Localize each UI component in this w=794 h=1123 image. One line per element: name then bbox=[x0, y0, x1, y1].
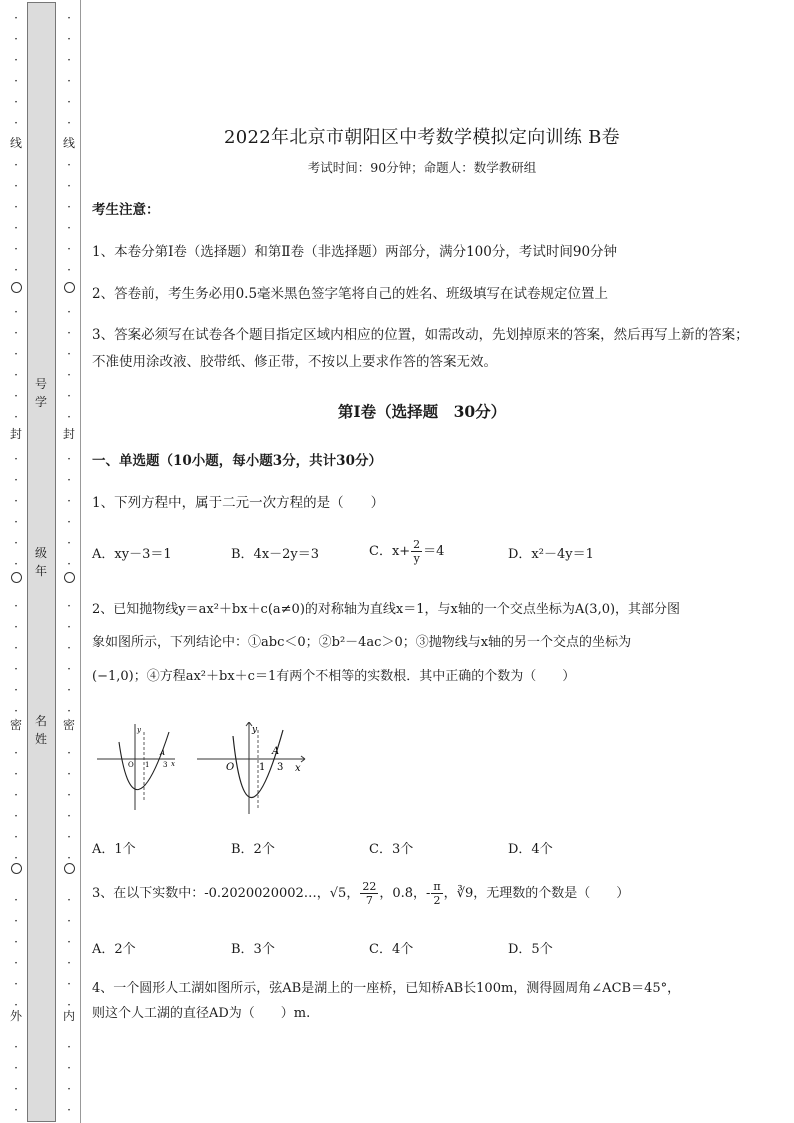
margin-dot: · bbox=[14, 305, 18, 319]
margin-dot: · bbox=[67, 998, 71, 1012]
margin-dot: · bbox=[67, 221, 71, 235]
margin-dot: · bbox=[14, 158, 18, 172]
margin-dot: · bbox=[67, 158, 71, 172]
margin-dot: · bbox=[67, 11, 71, 25]
margin-dot: · bbox=[67, 557, 71, 571]
graph-large-one: 1 bbox=[259, 762, 266, 773]
q2-option-c[interactable]: C．3个 bbox=[369, 842, 414, 857]
notice-item-3: 3、答案必须写在试卷各个题目指定区域内相应的位置，如需改动，先划掉原来的答案，然后再写上新的答案；不准使用涂改液、胶带纸、修正带，不按以上要求作答的答案无效。 bbox=[92, 327, 749, 370]
margin-dot: · bbox=[14, 599, 18, 613]
margin-dot: · bbox=[14, 95, 18, 109]
margin-dot: · bbox=[14, 956, 18, 970]
margin-dot: · bbox=[67, 179, 71, 193]
q2-option-a[interactable]: A．1个 bbox=[92, 842, 136, 857]
question-4-line-2: 则这个人工湖的直径AD为（ ）m. bbox=[92, 1006, 311, 1021]
question-2-line-2: 象如图所示，下列结论中：①abc＜0；②b²－4ac＞0；③抛物线与x轴的另一个交点的坐标为 bbox=[92, 635, 632, 650]
graph-large-point-a: A bbox=[272, 746, 280, 757]
margin-char-seal: 封 bbox=[62, 427, 75, 441]
margin-dot: · bbox=[14, 746, 18, 760]
q1-option-c-suffix: ＝4 bbox=[423, 544, 445, 559]
graph-large-y-label: y bbox=[252, 725, 258, 735]
q3-option-d[interactable]: D．5个 bbox=[508, 942, 553, 957]
margin-dot: · bbox=[67, 830, 71, 844]
margin-dot: · bbox=[67, 662, 71, 676]
margin-dot: · bbox=[67, 515, 71, 529]
q2-option-b[interactable]: B．2个 bbox=[231, 842, 275, 857]
margin-char-secret: 密 bbox=[9, 718, 22, 732]
part-heading: 一、单选题（10小题，每小题3分，共计30分） bbox=[92, 453, 382, 469]
margin-circle bbox=[64, 863, 75, 874]
margin-dot: · bbox=[67, 305, 71, 319]
margin-dot: · bbox=[14, 53, 18, 67]
margin-dot: · bbox=[67, 347, 71, 361]
margin-dot: · bbox=[67, 32, 71, 46]
q1-fraction: $\frac{2}{y}$ bbox=[413, 538, 421, 565]
label-student-number: 号学 bbox=[34, 377, 47, 409]
question-1-stem: 1、下列方程中，属于二元一次方程的是（ ） bbox=[92, 495, 385, 511]
margin-dot: · bbox=[14, 998, 18, 1012]
q3-fraction-pi-2: $\frac{\pi}{2}$ bbox=[433, 880, 441, 907]
q3-option-b[interactable]: B．3个 bbox=[231, 942, 275, 957]
margin-dot: · bbox=[67, 977, 71, 991]
margin-dot: · bbox=[67, 389, 71, 403]
margin-dot: · bbox=[67, 746, 71, 760]
section-title: 第I卷（选择题 30分） bbox=[337, 402, 507, 421]
margin-dot: · bbox=[67, 368, 71, 382]
margin-dot: · bbox=[14, 935, 18, 949]
q1-option-c[interactable] bbox=[369, 538, 444, 565]
graph-small-y-label: y bbox=[137, 726, 141, 734]
margin-dot: · bbox=[14, 830, 18, 844]
margin-dot: · bbox=[14, 557, 18, 571]
label-name: 名姓 bbox=[34, 714, 47, 746]
margin-dot: · bbox=[67, 536, 71, 550]
margin-dot: · bbox=[67, 1082, 71, 1096]
margin-dot: · bbox=[14, 767, 18, 781]
margin-dot: · bbox=[67, 1061, 71, 1075]
margin-dot: · bbox=[14, 977, 18, 991]
margin-dot: · bbox=[67, 116, 71, 130]
label-grade: 级年 bbox=[34, 546, 47, 578]
margin-dot: · bbox=[67, 1040, 71, 1054]
margin-dot: · bbox=[67, 599, 71, 613]
margin-dot: · bbox=[67, 95, 71, 109]
margin-dot: · bbox=[14, 788, 18, 802]
margin-dot: · bbox=[67, 200, 71, 214]
graph-small-one: 1 bbox=[145, 761, 150, 769]
exam-info: 考试时间：90分钟；命题人：数学教研组 bbox=[307, 160, 537, 175]
margin-circle bbox=[64, 572, 75, 583]
margin-dot: · bbox=[14, 200, 18, 214]
margin-dot: · bbox=[67, 410, 71, 424]
margin-dot: · bbox=[67, 1103, 71, 1117]
margin-dot: · bbox=[14, 473, 18, 487]
margin-dot: · bbox=[14, 347, 18, 361]
margin-dot: · bbox=[14, 1061, 18, 1075]
margin-dot: · bbox=[14, 515, 18, 529]
notice-heading: 考生注意： bbox=[92, 202, 160, 218]
question-1-options bbox=[92, 538, 752, 572]
graph-small-x-label: x bbox=[171, 760, 175, 768]
q3-fraction-22-7: $\frac{22}{7}$ bbox=[362, 880, 377, 907]
margin-dot: · bbox=[67, 620, 71, 634]
graph-large-origin: O bbox=[226, 762, 235, 773]
q1-option-c-prefix: C．x+ bbox=[369, 544, 411, 559]
margin-char-outer: 外 bbox=[9, 1009, 22, 1023]
q1-option-d[interactable]: D．x²－4y＝1 bbox=[508, 547, 594, 562]
margin-dot: · bbox=[14, 74, 18, 88]
notice-item-1: 1、本卷分第I卷（选择题）和第Ⅱ卷（非选择题）两部分，满分100分，考试时间90分钟 bbox=[92, 244, 618, 260]
margin-dot: · bbox=[67, 326, 71, 340]
margin-dot: · bbox=[14, 263, 18, 277]
margin-dot: · bbox=[14, 914, 18, 928]
margin-dot: · bbox=[67, 851, 71, 865]
margin-dot: · bbox=[14, 662, 18, 676]
margin-dot: · bbox=[67, 242, 71, 256]
margin-char-seal: 封 bbox=[9, 427, 22, 441]
margin-dot: · bbox=[67, 74, 71, 88]
margin-dot: · bbox=[14, 242, 18, 256]
margin-dot: · bbox=[67, 809, 71, 823]
margin-dot: · bbox=[67, 956, 71, 970]
margin-dot: · bbox=[67, 893, 71, 907]
margin-dot: · bbox=[14, 326, 18, 340]
margin-dot: · bbox=[67, 683, 71, 697]
margin-dot: · bbox=[14, 32, 18, 46]
graph-large-three: 3 bbox=[277, 762, 284, 773]
margin-dot: · bbox=[14, 452, 18, 466]
margin-dot: · bbox=[67, 767, 71, 781]
q3-option-c[interactable]: C．4个 bbox=[369, 942, 414, 957]
margin-dot: · bbox=[14, 494, 18, 508]
margin-dot: · bbox=[14, 704, 18, 718]
margin-dot: · bbox=[67, 935, 71, 949]
margin-dot: · bbox=[67, 914, 71, 928]
graph-large-x-label: x bbox=[295, 763, 301, 774]
margin-dot: · bbox=[14, 1082, 18, 1096]
margin-circle bbox=[11, 863, 22, 874]
parabola-graph-small bbox=[97, 722, 177, 812]
margin-char-secret: 密 bbox=[62, 718, 75, 732]
margin-border-line bbox=[80, 0, 81, 1123]
margin-char-line: 线 bbox=[62, 136, 75, 150]
margin-char-inner: 内 bbox=[62, 1009, 75, 1023]
question-4-line-1: 4、一个圆形人工湖如图所示，弦AB是湖上的一座桥，已知桥AB长100m，测得圆周角∠ACB＝45°， bbox=[92, 981, 681, 996]
notice-item-2: 2、答卷前，考生务必用0.5毫米黑色签字笔将自己的姓名、班级填写在试卷规定位置上 bbox=[92, 286, 609, 302]
graph-small-three: 3 bbox=[163, 761, 168, 769]
margin-dot: · bbox=[67, 704, 71, 718]
margin-dot: · bbox=[14, 11, 18, 25]
margin-dot: · bbox=[14, 221, 18, 235]
binding-margin-outer bbox=[0, 0, 30, 1123]
q2-option-d[interactable]: D．4个 bbox=[508, 842, 553, 857]
q1-option-a[interactable]: A．xy－3＝1 bbox=[92, 547, 172, 562]
q3-option-a[interactable]: A．2个 bbox=[92, 942, 136, 957]
margin-dot: · bbox=[14, 1103, 18, 1117]
margin-circle bbox=[11, 572, 22, 583]
margin-dot: · bbox=[67, 494, 71, 508]
margin-dot: · bbox=[14, 809, 18, 823]
margin-dot: · bbox=[14, 116, 18, 130]
q1-option-b[interactable]: B．4x－2y＝3 bbox=[231, 547, 320, 562]
margin-dot: · bbox=[14, 641, 18, 655]
graph-small-point-a: A bbox=[160, 749, 166, 757]
question-2-line-1: 2、已知抛物线y＝ax²＋bx＋c(a≠0)的对称轴为直线x＝1，与x轴的一个交点坐标为A(3,0)，其部分图 bbox=[92, 602, 681, 617]
margin-circle bbox=[11, 282, 22, 293]
margin-dot: · bbox=[67, 263, 71, 277]
margin-dot: · bbox=[14, 389, 18, 403]
margin-dot: · bbox=[14, 368, 18, 382]
parabola-graph-large bbox=[197, 722, 309, 817]
margin-dot: · bbox=[67, 53, 71, 67]
margin-dot: · bbox=[67, 788, 71, 802]
margin-dot: · bbox=[67, 452, 71, 466]
margin-dot: · bbox=[14, 893, 18, 907]
margin-dot: · bbox=[14, 683, 18, 697]
margin-dot: · bbox=[14, 851, 18, 865]
margin-dot: · bbox=[14, 179, 18, 193]
margin-circle bbox=[64, 282, 75, 293]
question-3-stem: 3、在以下实数中：-0.2020020002…，√5， $\frac{22}{7}$ ，0.8̇，- $\frac{\pi}{2}$ ，∛9，无理数的个数是（ ） bbox=[92, 880, 630, 907]
margin-dot: · bbox=[14, 536, 18, 550]
student-info-strip bbox=[27, 2, 56, 1122]
margin-dot: · bbox=[67, 641, 71, 655]
margin-dot: · bbox=[14, 410, 18, 424]
graph-small-origin: O bbox=[128, 761, 134, 769]
page-title: 2022年北京市朝阳区中考数学模拟定向训练 B卷 bbox=[224, 127, 620, 148]
margin-char-line: 线 bbox=[9, 136, 22, 150]
margin-dot: · bbox=[67, 473, 71, 487]
margin-dot: · bbox=[14, 1040, 18, 1054]
question-2-line-3: (−1,0)；④方程ax²＋bx＋c＝1有两个不相等的实数根．其中正确的个数为（ ） bbox=[92, 669, 576, 684]
margin-dot: · bbox=[14, 620, 18, 634]
